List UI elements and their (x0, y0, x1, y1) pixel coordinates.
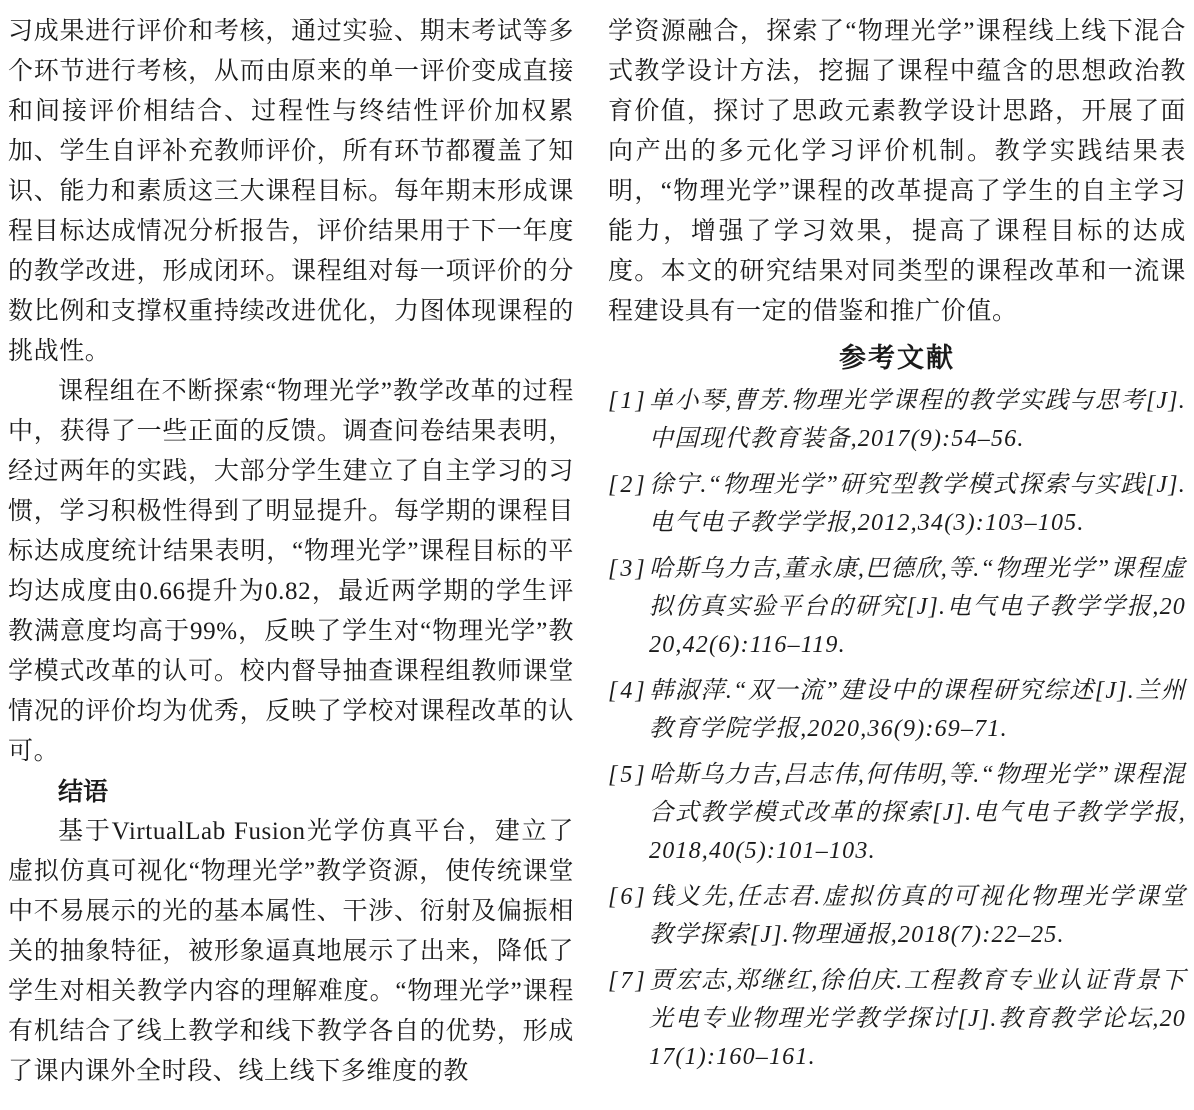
reference-item-7 (608, 962, 1186, 1076)
reference-text: 韩淑萍.“双一流”建设中的课程研究综述[J].兰州教育学院学报,2020,36(9):69–71. (649, 678, 1186, 742)
reference-text: 哈斯乌力吉,吕志伟,何伟明,等.“物理光学”课程混合式教学模式改革的探索[J].电气电子教学学报,2018,40(5):101–103. (649, 762, 1186, 864)
conclusion-heading: 结语 (58, 778, 109, 806)
paragraph-conclusion-continued: 学资源融合，探索了“物理光学”课程线上线下混合式教学设计方法，挖掘了课程中蕴含的思想政治教育价值，探讨了思政元素教学设计思路，开展了面向产出的多元化学习评价机制。教学实践结果表明，“物理光学”课程的改革提高了学生的自主学习能力，增强了学习效果，提高了课程目标的达成度。本文的研究结果对同类型的课程改革和一流课程建设具有一定的借鉴和推广价值。 (608, 18, 1186, 325)
reference-item-4 (608, 672, 1186, 748)
reference-text: 贾宏志,郑继红,徐伯庆.工程教育专业认证背景下光电专业物理光学教学探讨[J].教育教学论坛,2017(1):160–161. (649, 968, 1186, 1070)
reference-text: 单小琴,曹芳.物理光学课程的教学实践与思考[J].中国现代教育装备,2017(9):54–56. (649, 388, 1186, 452)
paragraph-feedback: 课程组在不断探索“物理光学”教学改革的过程中，获得了一些正面的反馈。调查问卷结果表明，经过两年的实践，大部分学生建立了自主学习的习惯，学习积极性得到了明显提升。每学期的课程目标达成度统计结果表明，“物理光学”课程目标的平均达成度由0.66提升为0.82，最近两学期的学生评教满意度均高于99%，反映了学生对“物理光学”教学模式改革的认可。校内督导抽查课程组教师课堂情况的评价均为优秀，反映了学校对课程改革的认可。 (8, 378, 574, 765)
reference-item-6 (608, 878, 1186, 954)
reference-number: [2] (608, 472, 648, 498)
reference-item-5 (608, 756, 1186, 870)
references-heading: 参考文献 (839, 343, 955, 373)
reference-number: [7] (608, 968, 648, 994)
reference-text: 徐宁.“物理光学”研究型教学模式探索与实践[J].电气电子教学学报,2012,34(3):103–105. (649, 472, 1186, 536)
reference-number: [4] (608, 678, 648, 704)
reference-number: [3] (608, 556, 648, 582)
reference-number: [6] (608, 884, 648, 910)
reference-text: 钱义先,任志君.虚拟仿真的可视化物理光学课堂教学探索[J].物理通报,2018(7):22–25. (649, 884, 1186, 948)
left-column (8, 12, 574, 1110)
reference-item-1 (608, 382, 1186, 458)
paragraph-assessment: 习成果进行评价和考核，通过实验、期末考试等多个环节进行考核，从而由原来的单一评价变成直接和间接评价相结合、过程性与终结性评价加权累加、学生自评补充教师评价，所有环节都覆盖了知识、能力和素质这三大课程目标。每年期末形成课程目标达成情况分析报告，评价结果用于下一年度的教学改进，形成闭环。课程组对每一项评价的分数比例和支撑权重持续改进优化，力图体现课程的挑战性。 (8, 18, 574, 365)
reference-number: [5] (608, 762, 648, 788)
reference-item-3 (608, 550, 1186, 664)
reference-number: [1] (608, 388, 648, 414)
reference-text: 哈斯乌力吉,董永康,巴德欣,等.“物理光学”课程虚拟仿真实验平台的研究[J].电气电子教学学报,2020,42(6):116–119. (649, 556, 1186, 658)
reference-list (608, 382, 1186, 1076)
paragraph-conclusion: 基于VirtualLab Fusion光学仿真平台，建立了虚拟仿真可视化“物理光学”教学资源，使传统课堂中不易展示的光的基本属性、干涉、衍射及偏振相关的抽象特征，被形象逼真地展示了出来，降低了学生对相关教学内容的理解难度。“物理光学”课程有机结合了线上教学和线下教学各自的优势，形成了课内课外全时段、线上线下多维度的教 (8, 818, 574, 1085)
reference-item-2 (608, 466, 1186, 542)
right-column (608, 12, 1186, 1110)
